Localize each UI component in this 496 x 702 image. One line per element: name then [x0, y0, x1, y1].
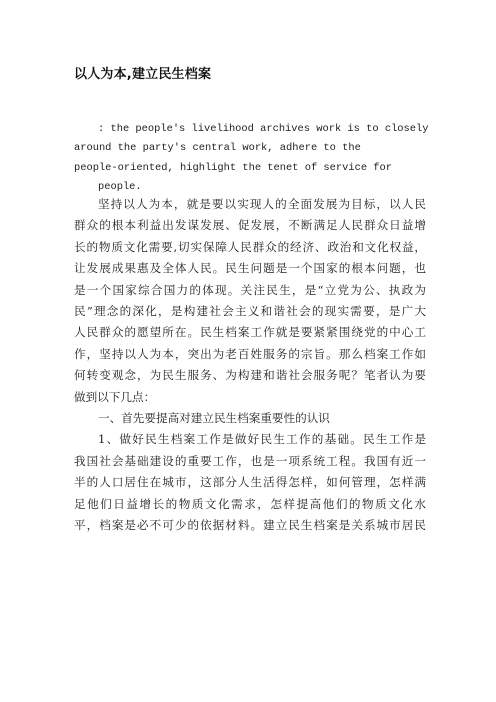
abstract-line: : the people's livelihood archives work is to closely — [98, 123, 429, 135]
document-title: 以人为本,建立民生档案 — [74, 67, 212, 82]
body-line: 让发展成果惠及全体人民。民生问题是一个国家的根本问题，也 — [74, 261, 426, 276]
abstract-line: people. — [98, 181, 142, 194]
section-heading: 一、首先要提高对建立民生档案重要性的认识 — [98, 411, 330, 426]
body-line: 我国社会基础建设的重要工作，也是一项系统工程。我国有近一 — [74, 453, 426, 468]
body-line: 何转变观念，为民生服务、为构建和谐社会服务呢？笔者认为要 — [74, 368, 426, 383]
body-text — [74, 194, 426, 537]
body-line: 群众的根本利益出发谋发展、促发展，不断满足人民群众日益增 — [74, 218, 426, 233]
abstract-line: people-oriented, highlight the tenet of service for — [74, 161, 393, 174]
body-line: 民”理念的深化，是构建社会主义和谐社会的现实需要，是广大 — [74, 304, 426, 319]
body-line: 做到以下几点： — [74, 389, 156, 404]
body-line: 半的人口居住在城市，这部分人生活得怎样，如何管理，怎样满 — [74, 475, 426, 490]
body-line: 足他们日益增长的物质文化需求，怎样提高他们的物质文化水 — [74, 496, 426, 511]
english-abstract — [74, 120, 429, 198]
body-line: 坚持以人为本，就是要以实现人的全面发展为目标，以人民 — [98, 197, 426, 211]
body-line: 平，档案是必不可少的依据材料。建立民生档案是关系城市居民 — [74, 518, 426, 533]
body-line: 人民群众的愿望所在。民生档案工作就是要紧紧围绕党的中心工 — [74, 325, 426, 340]
body-line: 长的物质文化需要,切实保障人民群众的经济、政治和文化权益， — [74, 239, 426, 254]
abstract-line: around the party's central work, adhere to the — [74, 142, 361, 155]
body-line: 是一个国家综合国力的体现。关注民生，是“立党为公、执政为 — [74, 282, 426, 297]
body-line: 1、做好民生档案工作是做好民生工作的基础。民生工作是 — [98, 432, 426, 447]
body-line: 作，坚持以人为本，突出为老百姓服务的宗旨。那么档案工作如 — [74, 346, 426, 361]
